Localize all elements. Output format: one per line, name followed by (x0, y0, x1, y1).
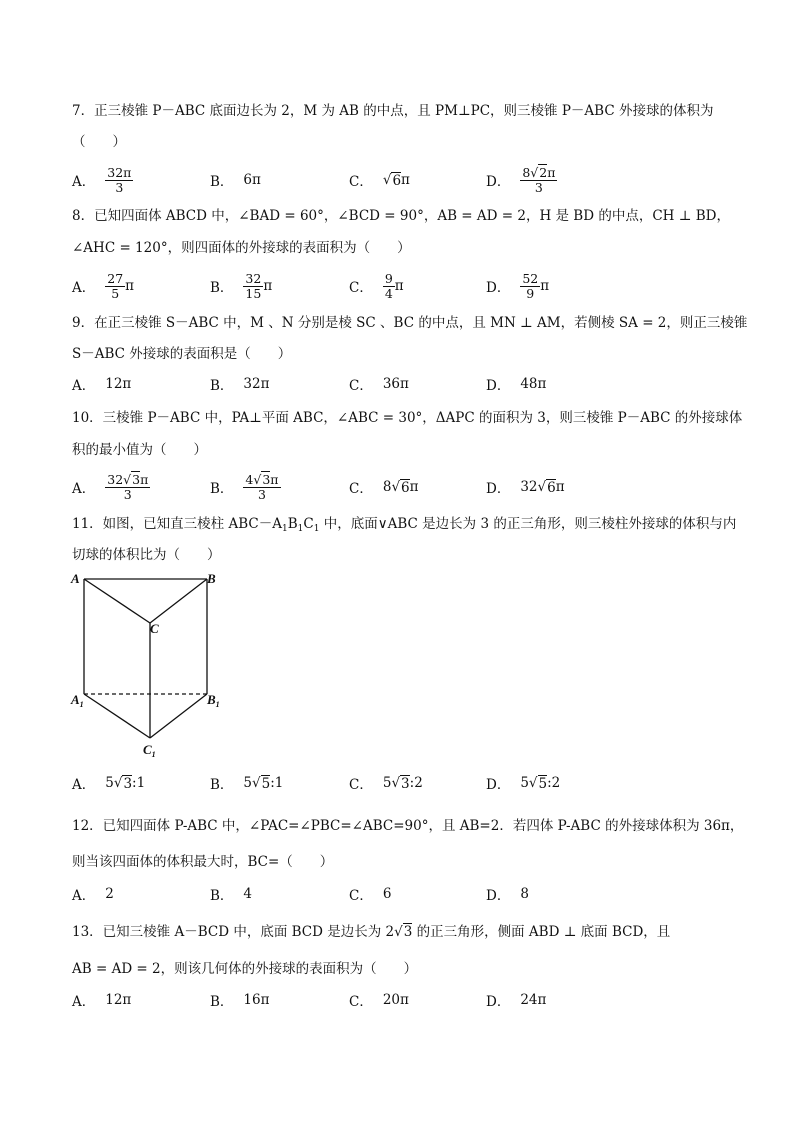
vertex-label-c1: $C_1$ (143, 742, 156, 759)
q9-options (72, 369, 732, 399)
q8-stem: 8．已知四面体 ABCD 中，∠BAD = 60°，∠BCD = 90°，AB = AD = 2，H 是 BD 的中点，CH ⊥ BD， (72, 208, 730, 224)
q13-stem: 13．已知三棱锥 A－BCD 中，底面 BCD 是边长为 2√3 的正三角形，侧面 ABD ⊥ 底面 BCD，且 (72, 924, 671, 940)
q9-option-d: D． 48π (486, 376, 547, 394)
q13-option-a: A． 12π (72, 992, 132, 1010)
q12-stem-line2: 则当该四面体的体积最大时，BC=（ ） (72, 854, 334, 870)
q12-option-a: A． 2 (72, 886, 114, 904)
q11-stem-line2: 切球的体积比为（ ） (72, 547, 221, 563)
q13-option-b: B． 16π (210, 992, 270, 1010)
q7-option-d: D． $\frac{8√2\pi}{3}$ (486, 164, 556, 195)
fraction: $\frac{32√3\pi}{3}$ (107, 471, 149, 502)
q8-option-a: A． $\frac{27}{5}$ π (72, 270, 135, 301)
q10-option-b: B． $\frac{4√3\pi}{3}$ (210, 471, 279, 502)
edge-a1c1 (84, 694, 150, 738)
fraction: $\frac{4√3\pi}{3}$ (245, 471, 279, 502)
vertex-label-b: B (207, 571, 216, 586)
q11-option-b: B． 5 √ 5 :1 (210, 775, 284, 793)
q11-option-a: A． 5 √ 3 :1 (72, 775, 146, 793)
q11-option-d: D． 5 √ 5 :2 (486, 775, 561, 793)
q12-option-b: B． 4 (210, 886, 253, 904)
q8-option-b: B． $\frac{32}{15}$ π (210, 270, 273, 301)
fraction: $\frac{52}{9}$ (522, 270, 539, 301)
q7-option-a: A． $\frac{32\pi}{3}$ (72, 164, 132, 195)
q7-stem: 7．正三棱锥 P－ABC 底面边长为 2，M 为 AB 的中点，且 PM⊥PC，则三棱锥 P－ABC 外接球的体积为 (72, 103, 714, 119)
q11-stem: 11．如图，已知直三棱柱 $ABC-A_1B_1C_1$ 中，底面∨ABC 是边长为 3 的正三角形，则三棱柱外接球的体积与内 (72, 516, 737, 534)
q12-stem: 12．已知四面体 P-ABC 中，∠PAC=∠PBC=∠ABC=90°，且 AB=2．若四体 P-ABC 的外接球体积为 36π， (72, 818, 744, 834)
edge-bc (150, 579, 207, 623)
q7-options (72, 163, 732, 197)
q12-option-c: C． 6 (349, 886, 392, 904)
fraction: $\frac{32\pi}{3}$ (107, 164, 132, 195)
fraction: $\frac{27}{5}$ (107, 270, 124, 301)
q13-option-d: D． 24π (486, 992, 547, 1010)
q10-option-c: C． 8 √ 6 π (349, 479, 419, 497)
vertex-label-a: A (71, 571, 80, 586)
fraction: $\frac{32}{15}$ (245, 270, 262, 301)
q7-option-b: B． 6π (210, 172, 261, 190)
fraction: $\frac{9}{4}$ (384, 270, 393, 301)
vertex-label-c: C (150, 621, 159, 636)
q10-options (72, 470, 732, 504)
q8-options (72, 269, 732, 303)
q13-option-c: C． 20π (349, 992, 409, 1010)
q10-option-d: D． 32 √ 6 π (486, 479, 565, 497)
q13-stem-line2: AB = AD = 2，则该几何体的外接球的表面积为（ ） (72, 961, 418, 977)
q10-stem: 10．三棱锥 P－ABC 中，PA⊥平面 ABC，∠ABC = 30°，ΔAPC 的面积为 3，则三棱锥 P－ABC 的外接球体 (72, 410, 743, 426)
q7-option-c: C． √ 6 π (349, 172, 410, 190)
q9-stem: 9．在正三棱锥 S－ABC 中，M 、N 分别是棱 SC 、BC 的中点，且 MN ⊥ AM，若侧棱 SA = 2，则正三棱锥 (72, 315, 748, 331)
q8-option-c: C． $\frac{9}{4}$ π (349, 270, 404, 301)
sqrt-sign: √ (382, 172, 392, 188)
q8-stem-line2: ∠AHC = 120°，则四面体的外接球的表面积为（ ） (72, 240, 411, 256)
edge-b1c1 (150, 694, 207, 738)
vertex-label-b1: $B_1$ (207, 692, 220, 709)
q12-option-d: D． 8 (486, 886, 529, 904)
q9-stem-line2: S－ABC 外接球的表面积是（ ） (72, 346, 292, 362)
q10-stem-line2: 积的最小值为（ ） (72, 442, 207, 458)
q9-option-b: B． 32π (210, 376, 270, 394)
q11-options (72, 768, 732, 798)
q7-stem-line2: （ ） (72, 134, 126, 150)
q9-option-a: A． 12π (72, 376, 132, 394)
vertex-label-a1: $A_1$ (71, 692, 84, 709)
q11-option-c: C． 5 √ 3 :2 (349, 775, 423, 793)
triangular-prism-figure (66, 566, 236, 766)
q9-option-c: C． 36π (349, 376, 409, 394)
q10-option-a: A． $\frac{32√3\pi}{3}$ (72, 471, 149, 502)
q12-options (72, 879, 732, 909)
fraction: $\frac{8√2\pi}{3}$ (522, 164, 556, 195)
q8-option-d: D． $\frac{52}{9}$ π (486, 270, 550, 301)
edge-ac (84, 579, 150, 623)
q13-options (72, 985, 732, 1015)
